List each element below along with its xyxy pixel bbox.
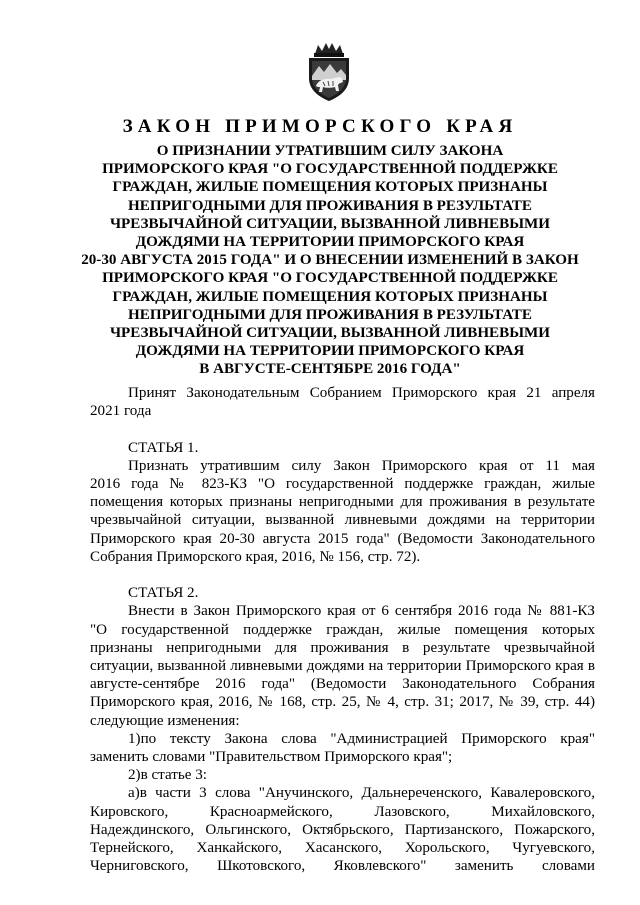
heading-line: ДОЖДЯМИ НА ТЕРРИТОРИИ ПРИМОРСКОГО КРАЯ xyxy=(135,234,525,251)
article-2-line: ситуации, вызванной ливневыми дождями на территории Приморского края в xyxy=(90,658,595,675)
law-body xyxy=(90,384,595,875)
heading-line: 20-30 АВГУСТА 2015 ГОДА" И О ВНЕСЕНИИ ИЗМЕНЕНИЙ В ЗАКОН xyxy=(81,252,579,269)
heading-line: НЕПРИГОДНЫМИ ДЛЯ ПРОЖИВАНИЯ В РЕЗУЛЬТАТЕ xyxy=(128,306,532,323)
article-2-item-2: 2)в статье 3: xyxy=(128,767,207,784)
heading-line: В АВГУСТЕ-СЕНТЯБРЕ 2016 ГОДА" xyxy=(199,361,461,378)
article-1-line: Признать утратившим силу Закон Приморского края от 11 мая xyxy=(128,457,595,474)
heading-line: ПРИМОРСКОГО КРАЯ "О ГОСУДАРСТВЕННОЙ ПОДДЕРЖКЕ xyxy=(102,161,558,178)
law-heading xyxy=(60,142,600,379)
article-2-line: "О государственной поддержке граждан, жилые помещения которых xyxy=(90,621,595,638)
article-2-item-2a-line: а)в части 3 слова "Анучинского, Дальнереченского, Кавалеровского, xyxy=(128,785,595,802)
heading-line: ДОЖДЯМИ НА ТЕРРИТОРИИ ПРИМОРСКОГО КРАЯ xyxy=(135,343,525,360)
article-1-line: Приморского края 20-30 августа 2015 года" (Ведомости Законодательного xyxy=(90,530,595,547)
article-1-line: Собрания Приморского края, 2016, № 156, стр. 72). xyxy=(90,548,421,565)
heading-line: ГРАЖДАН, ЖИЛЫЕ ПОМЕЩЕНИЯ КОТОРЫХ ПРИЗНАНЫ xyxy=(112,288,548,305)
article-2-line: августе-сентябре 2016 года" (Ведомости Законодательного Собрания xyxy=(90,676,595,693)
article-2-item-1-line: заменить словами "Правительством Приморского края"; xyxy=(90,749,453,766)
article-1-line: помещения которых признаны непригодными для проживания в результате xyxy=(90,494,595,511)
article-1-line: чрезвычайной ситуации, вызванной ливневыми дождями на территории xyxy=(90,512,595,529)
article-2-item-2a-line: Надеждинского, Ольгинского, Октябрьского, Партизанского, Пожарского, xyxy=(90,821,595,838)
article-2-line: следующие изменения: xyxy=(90,712,240,729)
heading-line: О ПРИЗНАНИИ УТРАТИВШИМ СИЛУ ЗАКОНА xyxy=(156,143,504,159)
primorsky-krai-coat-of-arms-icon xyxy=(303,42,355,102)
article-2-label: СТАТЬЯ 2. xyxy=(128,585,199,602)
article-2-item-2a-line: Черниговского, Шкотовского, Яковлевского" заменить словами xyxy=(90,858,595,875)
article-1-label: СТАТЬЯ 1. xyxy=(128,439,199,456)
article-2-item-1-line: 1)по тексту Закона слова "Администрацией Приморского края" xyxy=(128,730,595,747)
adopted-line: 2021 года xyxy=(90,403,152,420)
article-2-line: признаны непригодными для проживания в результате чрезвычайной xyxy=(90,639,595,656)
heading-line: ПРИМОРСКОГО КРАЯ "О ГОСУДАРСТВЕННОЙ ПОДДЕРЖКЕ xyxy=(102,270,558,287)
article-2-item-2a-line: Кировского, Красноармейского, Лазовского, Михайловского, xyxy=(90,803,595,820)
adopted-line: Принят Законодательным Собранием Приморского края 21 апреля xyxy=(128,385,595,401)
heading-line: ГРАЖДАН, ЖИЛЫЕ ПОМЕЩЕНИЯ КОТОРЫХ ПРИЗНАНЫ xyxy=(112,179,548,196)
heading-line: НЕПРИГОДНЫМИ ДЛЯ ПРОЖИВАНИЯ В РЕЗУЛЬТАТЕ xyxy=(128,197,532,214)
article-2-item-2a-line: Тернейского, Ханкайского, Хасанского, Хорольского, Чугуевского, xyxy=(90,840,595,857)
article-2-line: Приморского края, 2016, № 168, стр. 25, № 4, стр. 31; 2017, № 39, стр. 44) xyxy=(90,694,595,711)
law-title: ЗАКОН ПРИМОРСКОГО КРАЯ xyxy=(122,116,518,137)
heading-line: ЧРЕЗВЫЧАЙНОЙ СИТУАЦИИ, ВЫЗВАННОЙ ЛИВНЕВЫМИ xyxy=(109,325,551,342)
heading-line: ЧРЕЗВЫЧАЙНОЙ СИТУАЦИИ, ВЫЗВАННОЙ ЛИВНЕВЫМИ xyxy=(109,215,551,232)
article-1-line: 2016 года № 823-КЗ "О государственной поддержке граждан, жилые xyxy=(90,476,595,492)
article-2-line: Внести в Закон Приморского края от 6 сентября 2016 года № 881-КЗ xyxy=(128,603,595,620)
